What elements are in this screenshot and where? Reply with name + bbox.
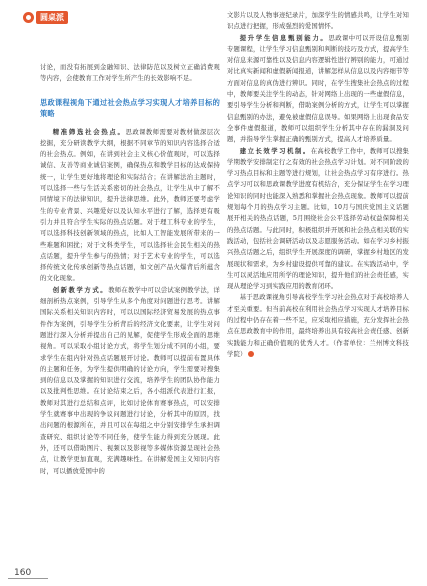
continued-paragraph: 文影片以及人物事迹纪录片，加深学生的情感共鸣，让学生对知识点进行把握，形成强烈的爱国情怀。: [227, 12, 409, 31]
paragraph-text: 基于思政课视角引导高校学生学习社会热点对于高校培养人才至关重要。但当前高校在利用社会热点学习实现人才培养目标的过程中仍存在着一些不足，应采取相应措施，充分发挥社会热点在思政教育中的作用，最终培养出具有较高社会责任感、创新实践能力和正确价值观的优秀人才。（作者单位：兰州博文科技学院）: [227, 294, 409, 358]
paragraph-info-screening: [227, 33, 409, 146]
paragraph-text: 思政课中可以开设信息甄别专题课程，让学生学习信息甄别和判断的技巧及方式，提高学生对信息来源可靠性以及信息内容逻辑性进行辨别的能力，可通过对比真实新闻和虚假新闻报道，讲解怎样从信息以及内容细节等方面对信息的真伪进行辨识。同时，在学生搜集社会热点的过程中，教师要关注学生的动态，针对网络上出现的一些虚假信息，要引导学生分析和判断，借助案例分析的方式，让学生可以掌握信息甄别的办法，避免被虚假信息误导。如果网络上出现食品安全事件虚假报道，教师可以组织学生分析其中存在的漏洞及问题，并指导学生掌握正确的甄别方式，提高人才培养质量。: [227, 34, 409, 144]
paragraph-lead: 提升学生信息甄别能力。: [239, 34, 329, 42]
paragraph-conclusion: [227, 292, 409, 360]
intro-paragraph: 讨论，而没有拓展到金融知识、法律防范以及树立正确消费观等内容，会使教育工作对学生所产生的长效影响不足。: [40, 64, 220, 83]
paragraph-lead: 创新教学方式。: [52, 286, 109, 294]
section-title: 思政课程视角下通过社会热点学习实现人才培养目标的策略: [40, 97, 220, 118]
paragraph-text: 在高校教学工作中，教师可以搜集学期教学安排制定行之有效的社会热点学习计划。对不同阶段的学习热点目标和主题等进行规划，让社会热点学习有序进行。热点学习可以和思政课教学进度有机结合，充分保证学生在学习理论知识的同时也能深入熟悉和掌握社会热点现象。教师可以提前规划每个月的热点学习主题。比如，10月与国庆党国主义话题展开相关的热点话题，5月围绕社会公平选择劳动权益保障相关的热点话题。与此同时，积极组织并开展和社会热点相关联的实践活动，包括社会调研活动以及志愿服务活动。如在学习乡村振兴热点话题之后，组织学生开展深度的调研，掌握乡村地区的发展现状和需求，为乡村建设提供可靠的建议。在实践活动中，学生可以灵活地应用所学的理论知识，提升他们的社会责任感，实现从理论学习到实践应用的教育闭环。: [227, 147, 409, 291]
logo-circle-icon: [23, 12, 34, 23]
paragraph-long-term-mechanism: [227, 146, 409, 293]
paragraph-select-hotspots: [40, 127, 220, 285]
paragraph-teaching-methods: [40, 285, 220, 477]
left-column: [40, 62, 220, 477]
logo-text: 圆桌派: [36, 11, 68, 24]
paragraph-text: 教师在教学中可以尝试案例教学法，详细剖析热点案例，引导学生从多个角度对问题进行思考。讲解国际关系相关知识内容时，可以以国际经济贸易发展的热点事件作为案例，引导学生分析背后的经济文化要素，让学生对问题进行深入分析并提出自己的见解，促使学生形成全面的思维视角。可以采取小组讨论方式，将学生划分成不同的小组，要求学生在组内针对热点话题展开讨论。教师可以提前布置具体的主题和任务，为学生提供明确的讨论方向，学生需要对搜集到的信息以及掌握的知识进行交流，培养学生的团队协作能力以及批判性思维。在讨论结束之后，各小组派代表进行汇报，教师对其进行总结和点评，比如讨论体育赛事热点，可以安排学生就赛事中出现的争议问题进行讨论，分析其中的原因，找出问题的根源所在，并且可以在每组之中分别安排学生承担调查研究、组织讨论等不同任务，使学生能力得到充分展现。此外，还可以借助图片、视频以及影视等多媒体资源呈现社会热点，让教学更加直观，充满趣味性。在讲解爱国主义知识内容时，可以播放爱国中的: [40, 286, 220, 475]
paragraph-lead: 建立长效学习机制。: [239, 147, 311, 155]
magazine-logo: [23, 10, 68, 24]
end-mark-icon: [248, 351, 254, 357]
page-number: 160: [14, 568, 32, 578]
right-column: [227, 10, 409, 360]
page-number-rule: [8, 578, 48, 579]
paragraph-text: 思政课教师需要对教材做深层次挖掘，充分研读教学大纲，根据不同章节的知识内容选择合适的社会热点。例如，在讲到社会主义核心价值观时，可以选择诚信、友善等商业诚信案例，确保热点和教学目标的达成保持统一，让学生更好地将理论和实际结合；在讲解法治主题时，可以选择一些与生活关系密切的社会热点，让学生从中了解不同情境下的法律知识，提升法律思维。此外，教师还要考虑学生的专业背景、兴趣爱好以及认知水平进行了解，选择更有吸引力并且符合学生实际的热点话题。对于理工科专业的学生，可以选择科技创新领域的热点，比如人工智能发展所带来的一些难题和困扰；对于文科类学生，可以选择社会民生相关的热点话题，提升学生参与的热情；对于艺术专业的学生，可以选择传统文化传承创新等热点话题，如文创产品火爆背后所蕴含的文化现象。: [40, 128, 220, 283]
paragraph-lead: 精准筛选社会热点。: [52, 128, 126, 136]
